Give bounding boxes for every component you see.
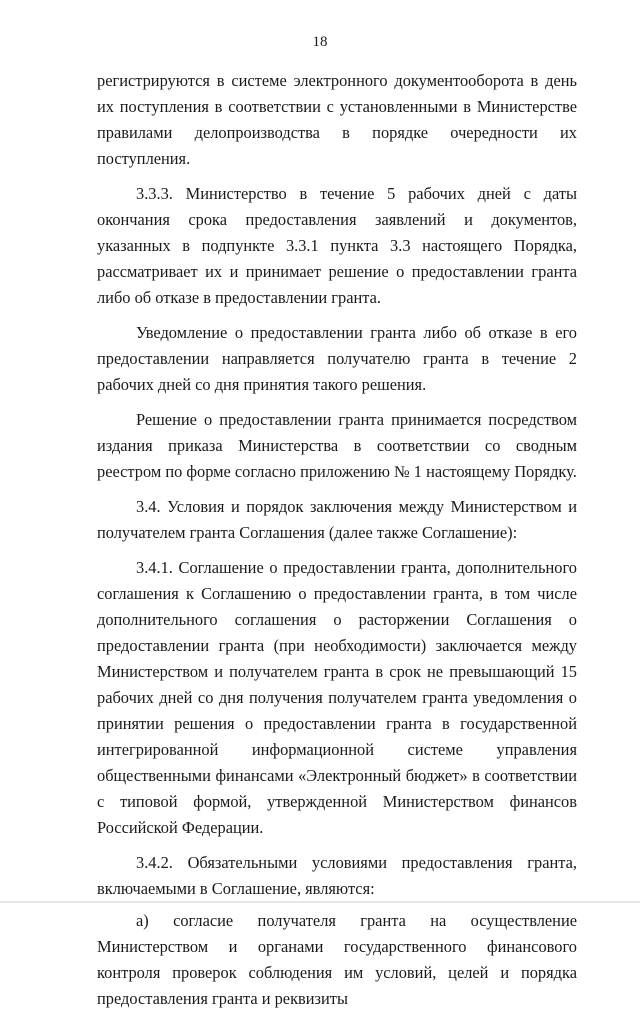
document-body <box>97 68 577 1021</box>
paragraph-3-4: 3.4. Условия и порядок заключения между Министерством и получателем гранта Соглашения (далее также Соглашение): <box>97 497 577 542</box>
paragraph-item-a: а) согласие получателя гранта на осуществление Министерством и органами государственного финансового контроля проверок соблюдения им условий, целей и порядка предоставления гранта и реквизиты <box>97 911 577 1008</box>
paragraph-registration: регистрируются в системе электронного документооборота в день их поступления в соответствии с установленными в Министерстве правилами делопроизводства в порядке очередности их поступления. <box>97 71 577 168</box>
paragraph-3-4-1: 3.4.1. Соглашение о предоставлении гранта, дополнительного соглашения к Соглашению о предоставлении гранта, в том числе дополнительного соглашения о расторжении Соглашения о предоставлении гранта (при необходимости) заключается между Министерством и получателем гранта в срок не превышающий 15 рабочих дней со дня получения получателем гранта уведомления о принятии решения о предоставлении гранта в государственной интегрированной информационной системе управления общественными финансами «Электронный бюджет» в соответствии с типовой формой, утвержденной Министерством финансов Российской Федерации. <box>97 558 577 837</box>
paragraph-decision-order: Решение о предоставлении гранта принимается посредством издания приказа Министерства в соответствии со сводным реестром по форме согласно приложению № 1 настоящему Порядку. <box>97 410 577 481</box>
paragraph-notification: Уведомление о предоставлении гранта либо об отказе в его предоставлении направляется получателю гранта в течение 2 рабочих дней со дня принятия такого решения. <box>97 323 577 394</box>
scan-bottom-edge <box>0 901 640 903</box>
paragraph-3-3-3: 3.3.3. Министерство в течение 5 рабочих дней с даты окончания срока предоставления заявлений и документов, указанных в подпункте 3.3.1 пункта 3.3 настоящего Порядка, рассматривает их и принимает решение о предоставлении гранта либо об отказе в предоставлении гранта. <box>97 184 577 307</box>
paragraph-3-4-2: 3.4.2. Обязательными условиями предоставления гранта, включаемыми в Соглашение, являются: <box>97 853 577 898</box>
page-number: 18 <box>312 34 328 50</box>
